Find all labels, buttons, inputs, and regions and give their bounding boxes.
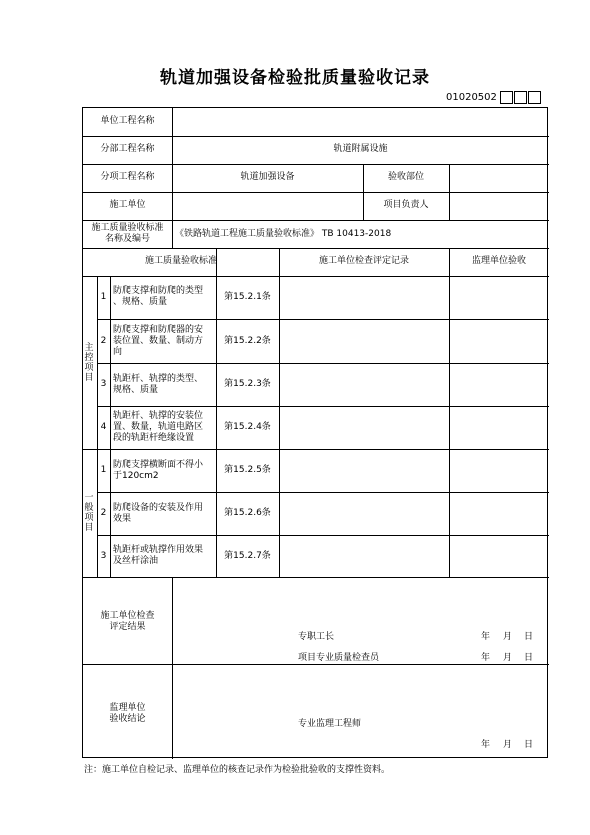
item-project-label: 分项工程名称 xyxy=(100,172,155,182)
general-row-3-text: 轨距杆或轨撑作用效果 及丝杆涂油 xyxy=(113,545,204,566)
general-row-3-clause: 第15.2.7条 xyxy=(224,551,271,561)
form-code xyxy=(446,90,541,104)
general-row-2-text: 防爬设备的安装及作用 效果 xyxy=(113,503,204,524)
supervision-year: 年 xyxy=(481,740,491,750)
foreman-label: 专职工长 xyxy=(298,632,335,642)
inspector-label: 项目专业质量检查员 xyxy=(298,653,380,663)
main-row-1-no: 1 xyxy=(100,292,107,302)
main-items-label: 主控项目 xyxy=(84,343,94,383)
column-construction-check: 施工单位检查评定记录 xyxy=(318,256,409,266)
general-row-1-clause: 第15.2.5条 xyxy=(224,465,271,475)
main-row-4-no: 4 xyxy=(100,422,107,432)
main-row-1-text: 防爬支撑和防爬的类型 、规格、质量 xyxy=(113,286,204,307)
standard-label: 施工质量验收标准 名称及编号 xyxy=(91,223,164,244)
foreman-month: 月 xyxy=(503,632,513,642)
main-row-1-clause: 第15.2.1条 xyxy=(224,292,271,302)
code-box[interactable] xyxy=(528,91,541,104)
project-manager-label: 项目负责人 xyxy=(383,200,429,210)
code-box[interactable] xyxy=(514,91,527,104)
main-row-3-clause: 第15.2.3条 xyxy=(224,379,271,389)
main-row-2-no: 2 xyxy=(100,336,107,346)
inspector-year: 年 xyxy=(481,653,491,663)
unit-project-label: 单位工程名称 xyxy=(100,116,155,126)
foreman-day: 日 xyxy=(524,632,534,642)
general-row-1-text: 防爬支撑横断面不得小 于120cm2 xyxy=(113,460,204,481)
construction-unit-label: 施工单位 xyxy=(109,200,146,210)
supervision-month: 月 xyxy=(503,740,513,750)
foreman-year: 年 xyxy=(481,632,491,642)
inspector-day: 日 xyxy=(524,653,534,663)
main-row-2-clause: 第15.2.2条 xyxy=(224,336,271,346)
main-row-3-text: 轨距杆、轨撑的类型、 规格、质量 xyxy=(113,374,204,395)
form-code-number: 01020502 xyxy=(446,91,497,103)
standard-value: 《铁路轨道工程施工质量验收标准》 TB 10413-2018 xyxy=(175,229,392,239)
page-title: 轨道加强设备检验批质量验收记录 xyxy=(160,68,430,88)
item-project-field[interactable]: 轨道加强设备 xyxy=(240,172,295,182)
acceptance-part-label: 验收部位 xyxy=(387,172,424,182)
general-row-2-clause: 第15.2.6条 xyxy=(224,508,271,518)
construction-result-label: 施工单位检查 评定结果 xyxy=(100,611,155,632)
main-row-2-text: 防爬支撑和防爬器的安 装位置、数量、制动方 向 xyxy=(113,325,204,357)
general-row-3-no: 3 xyxy=(100,551,107,561)
sub-project-label: 分部工程名称 xyxy=(100,144,155,154)
column-supervision-check: 监理单位验收 xyxy=(471,256,526,266)
general-row-2-no: 2 xyxy=(100,508,107,518)
general-items-label: 一般项目 xyxy=(84,493,94,533)
main-row-4-text: 轨距杆、轨撑的安装位 置、数量，轨道电路区 段的轨距杆绝缘设置 xyxy=(113,411,204,443)
supervision-day: 日 xyxy=(524,740,534,750)
main-row-4-clause: 第15.2.4条 xyxy=(224,422,271,432)
footnote: 注：施工单位自检记录、监理单位的核查记录作为检验批验收的支撑性资料。 xyxy=(84,765,391,775)
general-row-1-no: 1 xyxy=(100,465,107,475)
column-standard: 施工质量验收标准 xyxy=(144,256,217,266)
sub-project-field[interactable]: 轨道附属设施 xyxy=(333,144,388,154)
supervision-result-label: 监理单位 验收结论 xyxy=(109,703,146,724)
main-row-3-no: 3 xyxy=(100,379,107,389)
inspector-month: 月 xyxy=(503,653,513,663)
inspection-form-table xyxy=(82,107,548,758)
supervision-engineer-label: 专业监理工程师 xyxy=(298,719,362,729)
code-box[interactable] xyxy=(500,91,513,104)
